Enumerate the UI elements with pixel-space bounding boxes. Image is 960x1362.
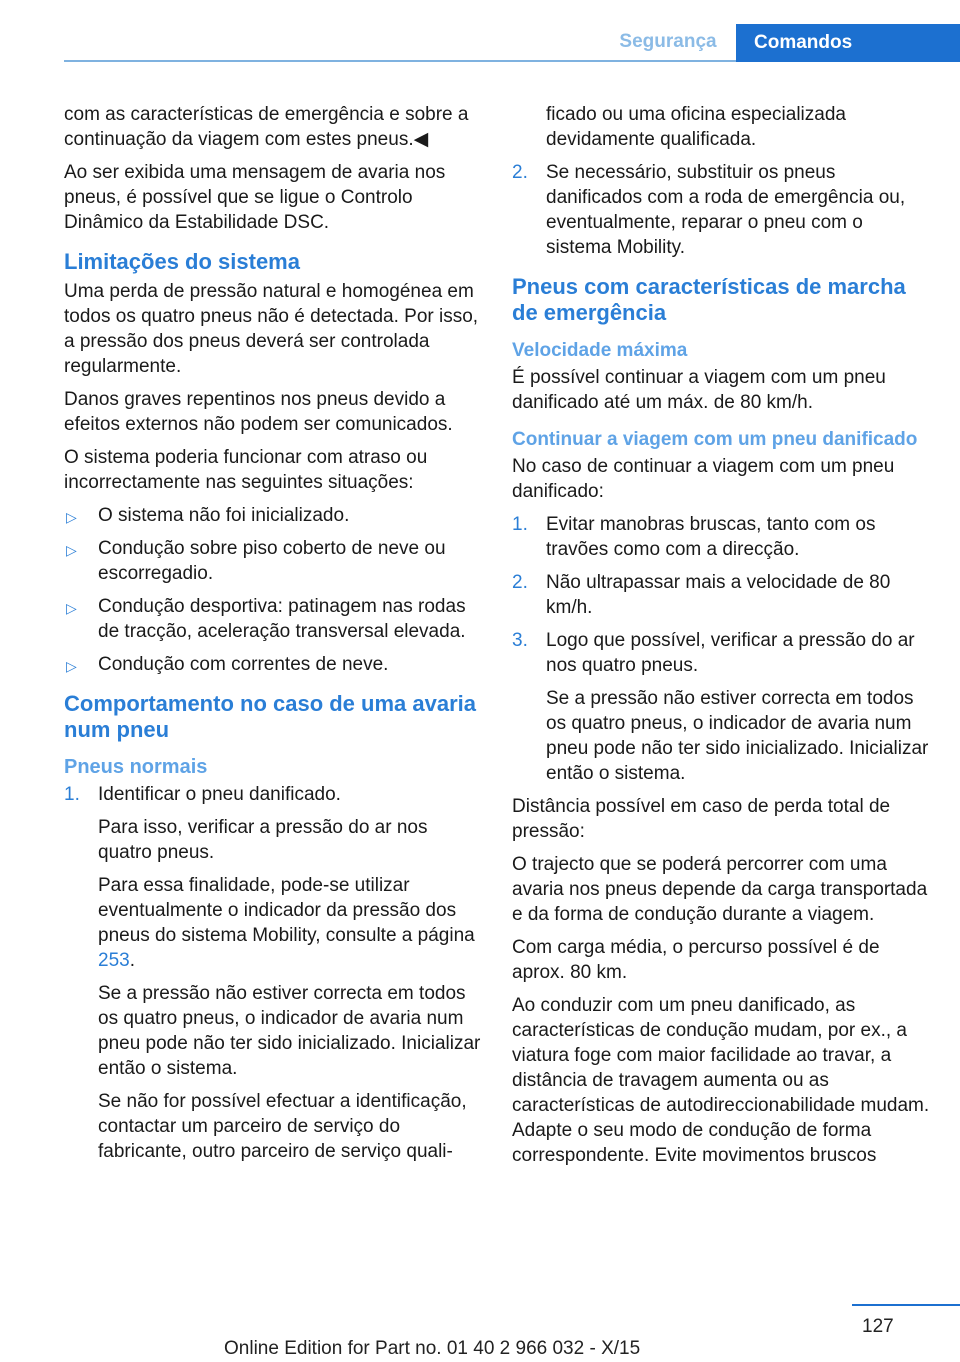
- sub-paragraph: ficado ou uma oficina especializada devidamente qualificada.: [546, 104, 846, 150]
- paragraph: Ao conduzir com um pneu danificado, as características de condução mudam, por ex., a viatura foge com maior facilidade ao travar, a distância de travagem aumenta ou as características de autodireccionabilidade mudam. Adapte o seu modo de condução de forma correspondente. Evite movimentos bruscos: [512, 995, 930, 1166]
- heading-normal-tires: Pneus normais: [64, 756, 208, 778]
- paragraph: Danos graves repentinos nos pneus devido a efeitos externos não podem ser comunicados.: [64, 389, 453, 435]
- edition-footer: Online Edition for Part no. 01 40 2 966 032 - X/15: [224, 1338, 641, 1359]
- heading-continue: Continuar a viagem com um pneu danificado: [512, 429, 918, 450]
- triangle-bullet-icon: ▷: [66, 509, 77, 525]
- paragraph: Com carga média, o percurso possível é de aprox. 80 km.: [512, 937, 880, 983]
- numbered-item: 2. Não ultrapassar mais a velocidade de 80 km/h.: [512, 572, 891, 618]
- triangle-bullet-icon: ▷: [66, 658, 77, 674]
- right-column: [512, 102, 932, 1176]
- item-number: 1.: [64, 784, 80, 805]
- paragraph: No caso de continuar a viagem com um pneu danificado:: [512, 456, 895, 502]
- sub-paragraph: Se a pressão não estiver correcta em todos os quatro pneus, o indicador de avaria num pneu pode não ter sido inicializado. Inicializar então o sistema.: [546, 688, 929, 784]
- paragraph: É possível continuar a viagem com um pneu danificado até um máx. de 80 km/h.: [512, 367, 886, 413]
- numbered-item: 1. Evitar manobras bruscas, tanto com os travões como com a direcção.: [512, 514, 876, 560]
- list-item: ▷ Condução com correntes de neve.: [64, 652, 482, 677]
- sub-paragraph: Para isso, verificar a pressão do ar nos quatro pneus.: [98, 817, 428, 863]
- paragraph: O trajecto que se poderá percorrer com uma avaria nos pneus depende da carga transportada e da forma de condução durante a viagem.: [512, 854, 928, 925]
- list-item: ▷ Condução sobre piso coberto de neve ou escorregadio.: [66, 538, 446, 584]
- triangle-bullet-icon: ▷: [66, 542, 77, 558]
- heading-runflat: Pneus com características de marcha de emergência: [512, 274, 906, 325]
- heading-max-speed: Velocidade máxima: [512, 340, 688, 361]
- paragraph: Distância possível em caso de perda total de pressão:: [512, 796, 891, 842]
- paragraph: com as características de emergência e sobre a continuação da viagem com estes pneus.◀: [64, 104, 469, 150]
- footer-rule: [852, 1304, 960, 1306]
- numbered-item: 3. Logo que possível, verificar a pressão do ar nos quatro pneus.: [512, 630, 915, 676]
- list-item: ▷ O sistema não foi inicializado.: [64, 503, 482, 528]
- page-link[interactable]: 253: [98, 950, 130, 971]
- paragraph: O sistema poderia funcionar com atraso ou incorrectamente nas seguintes situações:: [64, 447, 428, 493]
- page-number: 127: [862, 1316, 894, 1337]
- numbered-item: 2. Se necessário, substituir os pneus danificados com a roda de emergência ou, eventualmente, reparar o pneu com o sistema Mobility.: [512, 162, 906, 258]
- triangle-bullet-icon: ▷: [66, 600, 77, 616]
- item-number: 3.: [512, 630, 528, 651]
- paragraph: Uma perda de pressão natural e homogénea em todos os quatro pneus não é detectada. Por isso, a pressão dos pneus deverá ser controlada regularmente.: [64, 281, 479, 377]
- tab-seguranca[interactable]: Segurança: [619, 31, 717, 52]
- heading-behavior: Comportamento no caso de uma avaria num pneu: [64, 691, 476, 742]
- sub-paragraph: Se a pressão não estiver correcta em todos os quatro pneus, o indicador de avaria num pneu pode não ter sido inicializado. Inicializar então o sistema.: [98, 983, 481, 1079]
- numbered-item: 1. Identificar o pneu danificado.: [64, 784, 341, 805]
- item-number: 1.: [512, 514, 528, 535]
- paragraph: Ao ser exibida uma mensagem de avaria nos pneus, é possível que se ligue o Controlo Dinâmico da Estabilidade DSC.: [64, 162, 446, 233]
- sub-paragraph: Se não for possível efectuar a identificação, contactar um parceiro de serviço do fabricante, outro parceiro de serviço quali-: [98, 1091, 467, 1162]
- tab-comandos[interactable]: Comandos: [736, 24, 960, 62]
- item-number: 2.: [512, 162, 528, 183]
- list-item: ▷ Condução desportiva: patinagem nas rodas de tracção, aceleração transversal elevada.: [66, 596, 466, 642]
- heading-limits: Limitações do sistema: [64, 249, 300, 274]
- sub-paragraph: Para essa finalidade, pode-se utilizar eventualmente o indicador da pressão dos pneus do sistema Mobility, consulte a página 253.: [98, 875, 475, 971]
- left-column: [64, 102, 482, 1172]
- item-number: 2.: [512, 572, 528, 593]
